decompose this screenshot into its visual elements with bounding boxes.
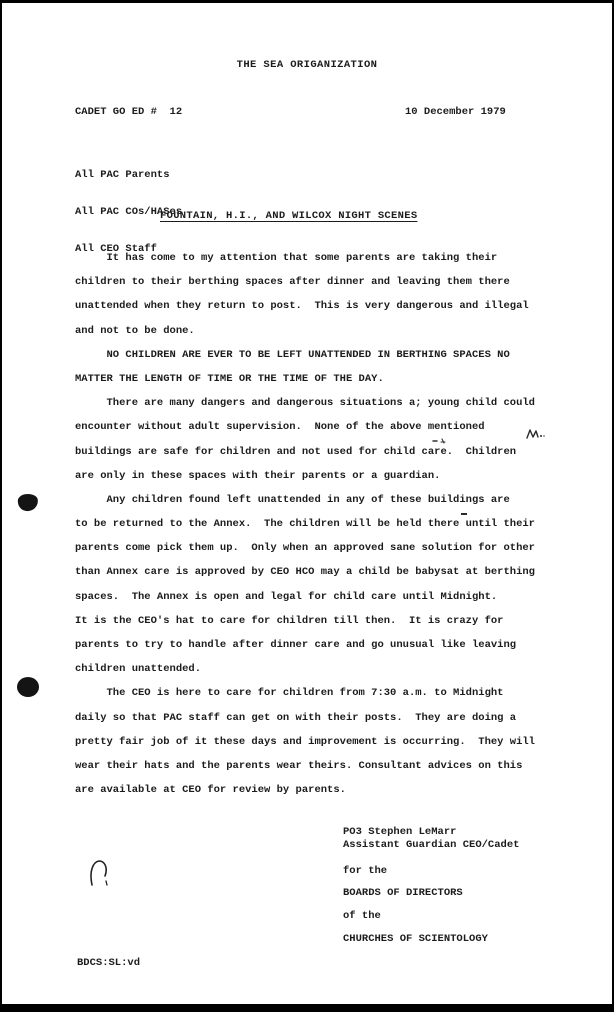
body-line: encounter without adult supervision. None of the above mentioned xyxy=(75,421,485,434)
body-line: wear their hats and the parents wear theirs. Consultant advices on this xyxy=(75,759,523,772)
signature-for-the: for the xyxy=(343,865,388,877)
document-title: FOUNTAIN, H.I., AND WILCOX NIGHT SCENES xyxy=(160,210,418,222)
body-line: than Annex care is approved by CEO HCO may a child be babysat at berthing xyxy=(75,566,535,579)
body-line: and not to be done. xyxy=(75,324,195,337)
distribution-line: All PAC COs/HASes xyxy=(75,206,183,219)
body-line: children to their berthing spaces after dinner and leaving them there xyxy=(75,276,510,289)
pencil-scribble-mark xyxy=(525,428,545,446)
distribution-line: All PAC Parents xyxy=(75,168,170,181)
organization-name: THE SEA ORIGANIZATION xyxy=(236,59,378,71)
body-line: are available at CEO for review by parents. xyxy=(75,784,346,797)
pencil-smudge-mark xyxy=(432,437,448,449)
body-line: Any children found left unattended in any of these buildings are xyxy=(75,493,510,506)
signature-boards: BOARDS OF DIRECTORS xyxy=(343,887,463,899)
body-line: There are many dangers and dangerous situations a; young child could xyxy=(75,397,535,410)
body-line: The CEO is here to care for children from 7:30 a.m. to Midnight xyxy=(75,687,504,700)
body-line: spaces. The Annex is open and legal for child care until Midnight. xyxy=(75,590,498,603)
body-line: unattended when they return to post. This is very dangerous and illegal xyxy=(75,300,529,313)
body-line: to be returned to the Annex. The children will be held there until their xyxy=(75,518,535,531)
body-line: MATTER THE LENGTH OF TIME OR THE TIME OF THE DAY. xyxy=(75,372,384,385)
handwritten-arc-mark xyxy=(88,859,112,893)
body-line: buildings are safe for children and not used for child care. Children xyxy=(75,445,517,458)
body-line: It has come to my attention that some parents are taking their xyxy=(75,252,498,264)
body-line: daily so that PAC staff can get on with their posts. They are doing a xyxy=(75,711,517,724)
body-line: parents come pick them up. Only when an approved sane solution for other xyxy=(75,542,535,555)
issue-date: 10 December 1979 xyxy=(405,106,506,118)
body-line: It is the CEO's hat to care for children till then. It is crazy for xyxy=(75,614,504,627)
signature-of-the: of the xyxy=(343,910,381,922)
memo-body xyxy=(75,246,535,802)
body-line: pretty fair job of it these days and improvement is occurring. They will xyxy=(75,735,535,748)
body-line: NO CHILDREN ARE EVER TO BE LEFT UNATTENDED IN BERTHING SPACES NO xyxy=(75,348,510,361)
stray-dash-mark xyxy=(461,513,467,515)
distribution-line: All CEO Staff xyxy=(75,243,157,256)
signatory-name: PO3 Stephen LeMarr xyxy=(343,826,457,838)
body-line: children unattended. xyxy=(75,663,202,676)
signatory-role: Assistant Guardian CEO/Cadet xyxy=(343,839,520,851)
body-line: are only in these spaces with their parents or a guardian. xyxy=(75,469,441,482)
signature-churches: CHURCHES OF SCIENTOLOGY xyxy=(343,933,488,945)
body-line: parents to try to handle after dinner care and go unusual like leaving xyxy=(75,639,517,651)
ink-blot-mark xyxy=(17,493,39,512)
typist-initials: BDCS:SL:vd xyxy=(77,957,141,969)
ink-blot-mark xyxy=(17,677,39,697)
issue-number: CADET GO ED # 12 xyxy=(75,106,183,118)
